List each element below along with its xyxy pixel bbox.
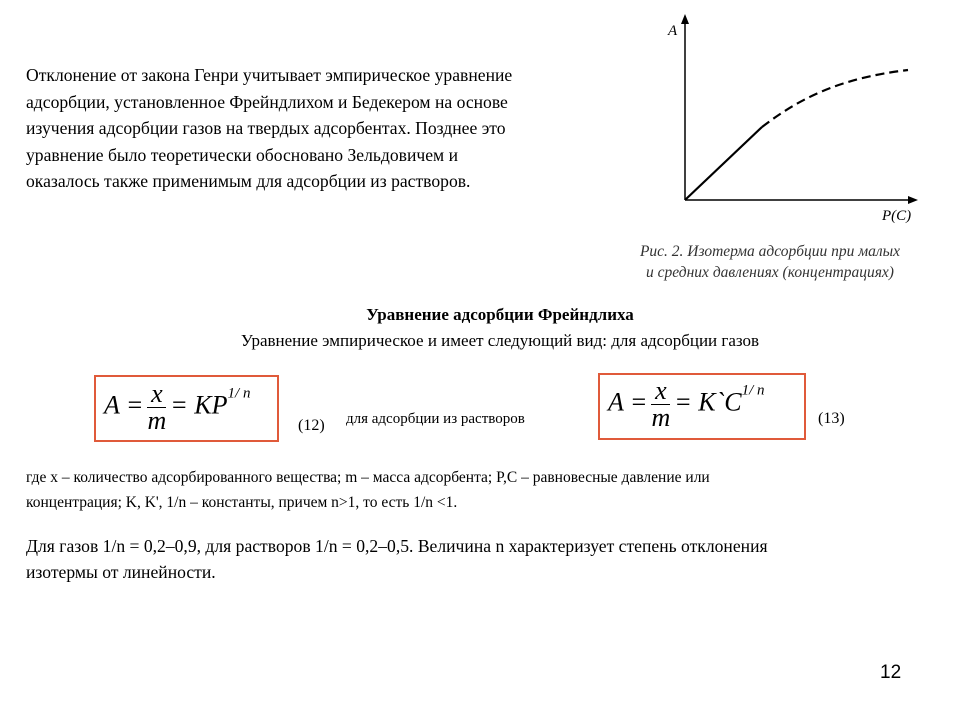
x-axis-arrow — [908, 196, 918, 204]
variables-explanation — [26, 465, 926, 515]
formula-lhs: A = — [608, 387, 648, 417]
formula-solutions-box — [598, 373, 806, 440]
isotherm-curve-part — [762, 70, 908, 127]
between-text: для адсорбции из растворов — [346, 411, 525, 427]
paragraph-line: Для газов 1/n = 0,2–0,9, для растворов 1/n = 0,2–0,5. Величина n характеризует степень отклонения — [26, 536, 768, 556]
intro-line: уравнение было теоретически обосновано Зельдовичем и — [26, 144, 458, 165]
y-axis-arrow — [681, 14, 689, 24]
intro-paragraph — [26, 62, 626, 195]
intro-line: адсорбции, установленное Фрейндлихом и Бедекером на основе — [26, 91, 508, 112]
fraction — [147, 381, 166, 434]
isotherm-figure — [650, 10, 940, 230]
fraction-denominator: m — [147, 406, 167, 435]
isotherm-linear-part — [685, 127, 762, 200]
page-number: 12 — [880, 662, 902, 683]
explanation-line: где x – количество адсорбированного вещества; m – масса адсорбента; P,C – равновесные давление или — [26, 469, 710, 486]
formula-gases — [104, 381, 250, 434]
figure-caption — [600, 241, 940, 283]
fraction-numerator: x — [651, 378, 670, 405]
intro-line: оказалось также применимым для адсорбции из растворов. — [26, 171, 471, 191]
fraction-numerator: x — [147, 381, 166, 408]
y-axis-label: A — [668, 23, 678, 39]
formula-solutions — [608, 378, 765, 431]
section-subheading: Уравнение эмпирическое и имеет следующий вид: для адсорбции газов — [240, 331, 760, 350]
section-heading: Уравнение адсорбции Фрейндлиха — [366, 305, 634, 324]
fraction — [651, 378, 670, 431]
formula-rhs: = K`C — [674, 387, 742, 417]
caption-line: Рис. 2. Изотерма адсорбции при малых — [639, 243, 901, 260]
formula-lhs: A = — [104, 390, 144, 420]
paragraph-line: изотермы от линейности. — [26, 562, 216, 582]
fraction-denominator: m — [651, 403, 671, 432]
formula-gases-box — [94, 375, 279, 442]
formula-exponent: 1/ n — [741, 382, 765, 399]
intro-line: Отклонение от закона Генри учитывает эмпирическое уравнение — [26, 65, 513, 85]
formula-exponent: 1/ n — [227, 385, 251, 402]
equation-number-13: (13) — [818, 410, 845, 427]
intro-line: изучения адсорбции газов на твердых адсорбентах. Позднее это — [26, 118, 506, 138]
x-axis-label: P(C) — [882, 208, 912, 224]
explanation-line: концентрация; K, K', 1/n – константы, причем n>1, то есть 1/n <1. — [26, 494, 458, 511]
equation-number-12: (12) — [298, 417, 325, 434]
formula-rhs: = KP — [170, 390, 228, 420]
exponent-range-paragraph — [26, 533, 946, 585]
caption-line: и средних давлениях (концентрациях) — [646, 264, 894, 281]
